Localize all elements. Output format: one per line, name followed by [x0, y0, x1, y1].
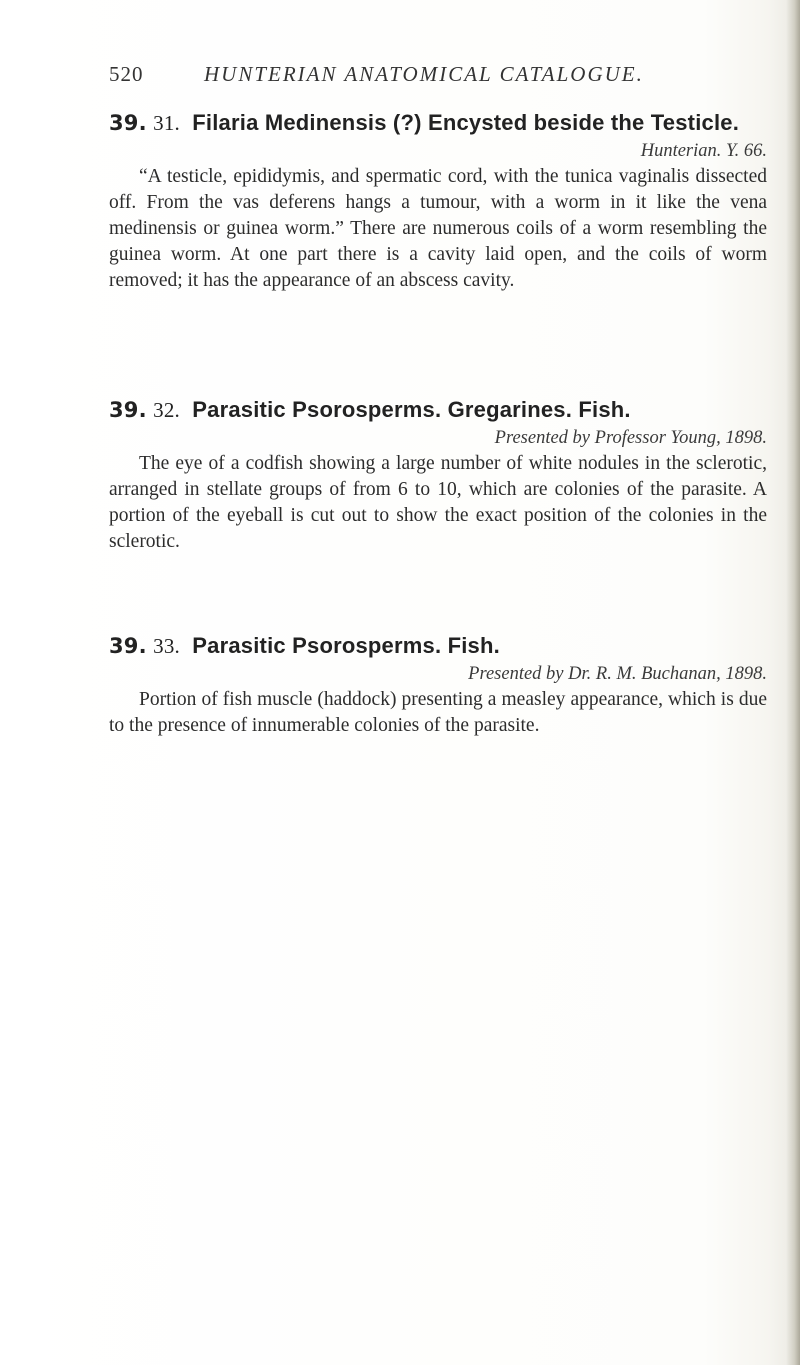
running-title: HUNTERIAN ANATOMICAL CATALOGUE. [204, 62, 644, 86]
catalogue-entry [109, 631, 767, 739]
entry-heading [109, 108, 767, 138]
page-edge-shadow [786, 0, 800, 1365]
catalogue-entry [109, 395, 767, 555]
entry-number-minor: 32. [153, 398, 180, 422]
entry-heading [109, 631, 767, 661]
entry-title: Parasitic Psorosperms. Gregarines. Fish. [192, 397, 631, 422]
entry-title: Filaria Medinensis (?) Encysted beside the Testicle. [192, 110, 740, 135]
entry-attribution: Hunterian. Y. 66. [640, 141, 767, 161]
entry-number-minor: 31. [153, 111, 180, 135]
entry-description: Portion of fish muscle (haddock) presenting a measley appearance, which is due to the presence of innumerable colonies of the parasite. [109, 689, 767, 736]
entry-number-major: 39. [109, 634, 147, 658]
running-head [109, 62, 709, 92]
entry-description: “A testicle, epididymis, and spermatic cord, with the tunica vaginalis dissected off. From the vas deferens hangs a tumour, with a worm in it like the vena medinensis or guinea worm.” There are numerous coils of a worm resembling the guinea worm. At one part there is a cavity laid open, and the coils of worm removed; it has the appearance of an abscess cavity. [109, 166, 767, 291]
entry-number-major: 39. [109, 111, 147, 135]
entry-number-minor: 33. [153, 634, 180, 658]
entry-heading [109, 395, 767, 425]
entry-attribution: Presented by Dr. R. M. Buchanan, 1898. [468, 664, 767, 684]
entry-number-major: 39. [109, 398, 147, 422]
entry-attribution: Presented by Professor Young, 1898. [494, 428, 767, 448]
entry-description: The eye of a codfish showing a large number of white nodules in the sclerotic, arranged in stellate groups of from 6 to 10, which are colonies of the parasite. A portion of the eyeball is cut out to show the exact position of the colonies in the sclerotic. [109, 453, 767, 552]
catalogue-entry [109, 108, 767, 294]
entry-title: Parasitic Psorosperms. Fish. [192, 633, 500, 658]
page-number: 520 [109, 62, 144, 86]
